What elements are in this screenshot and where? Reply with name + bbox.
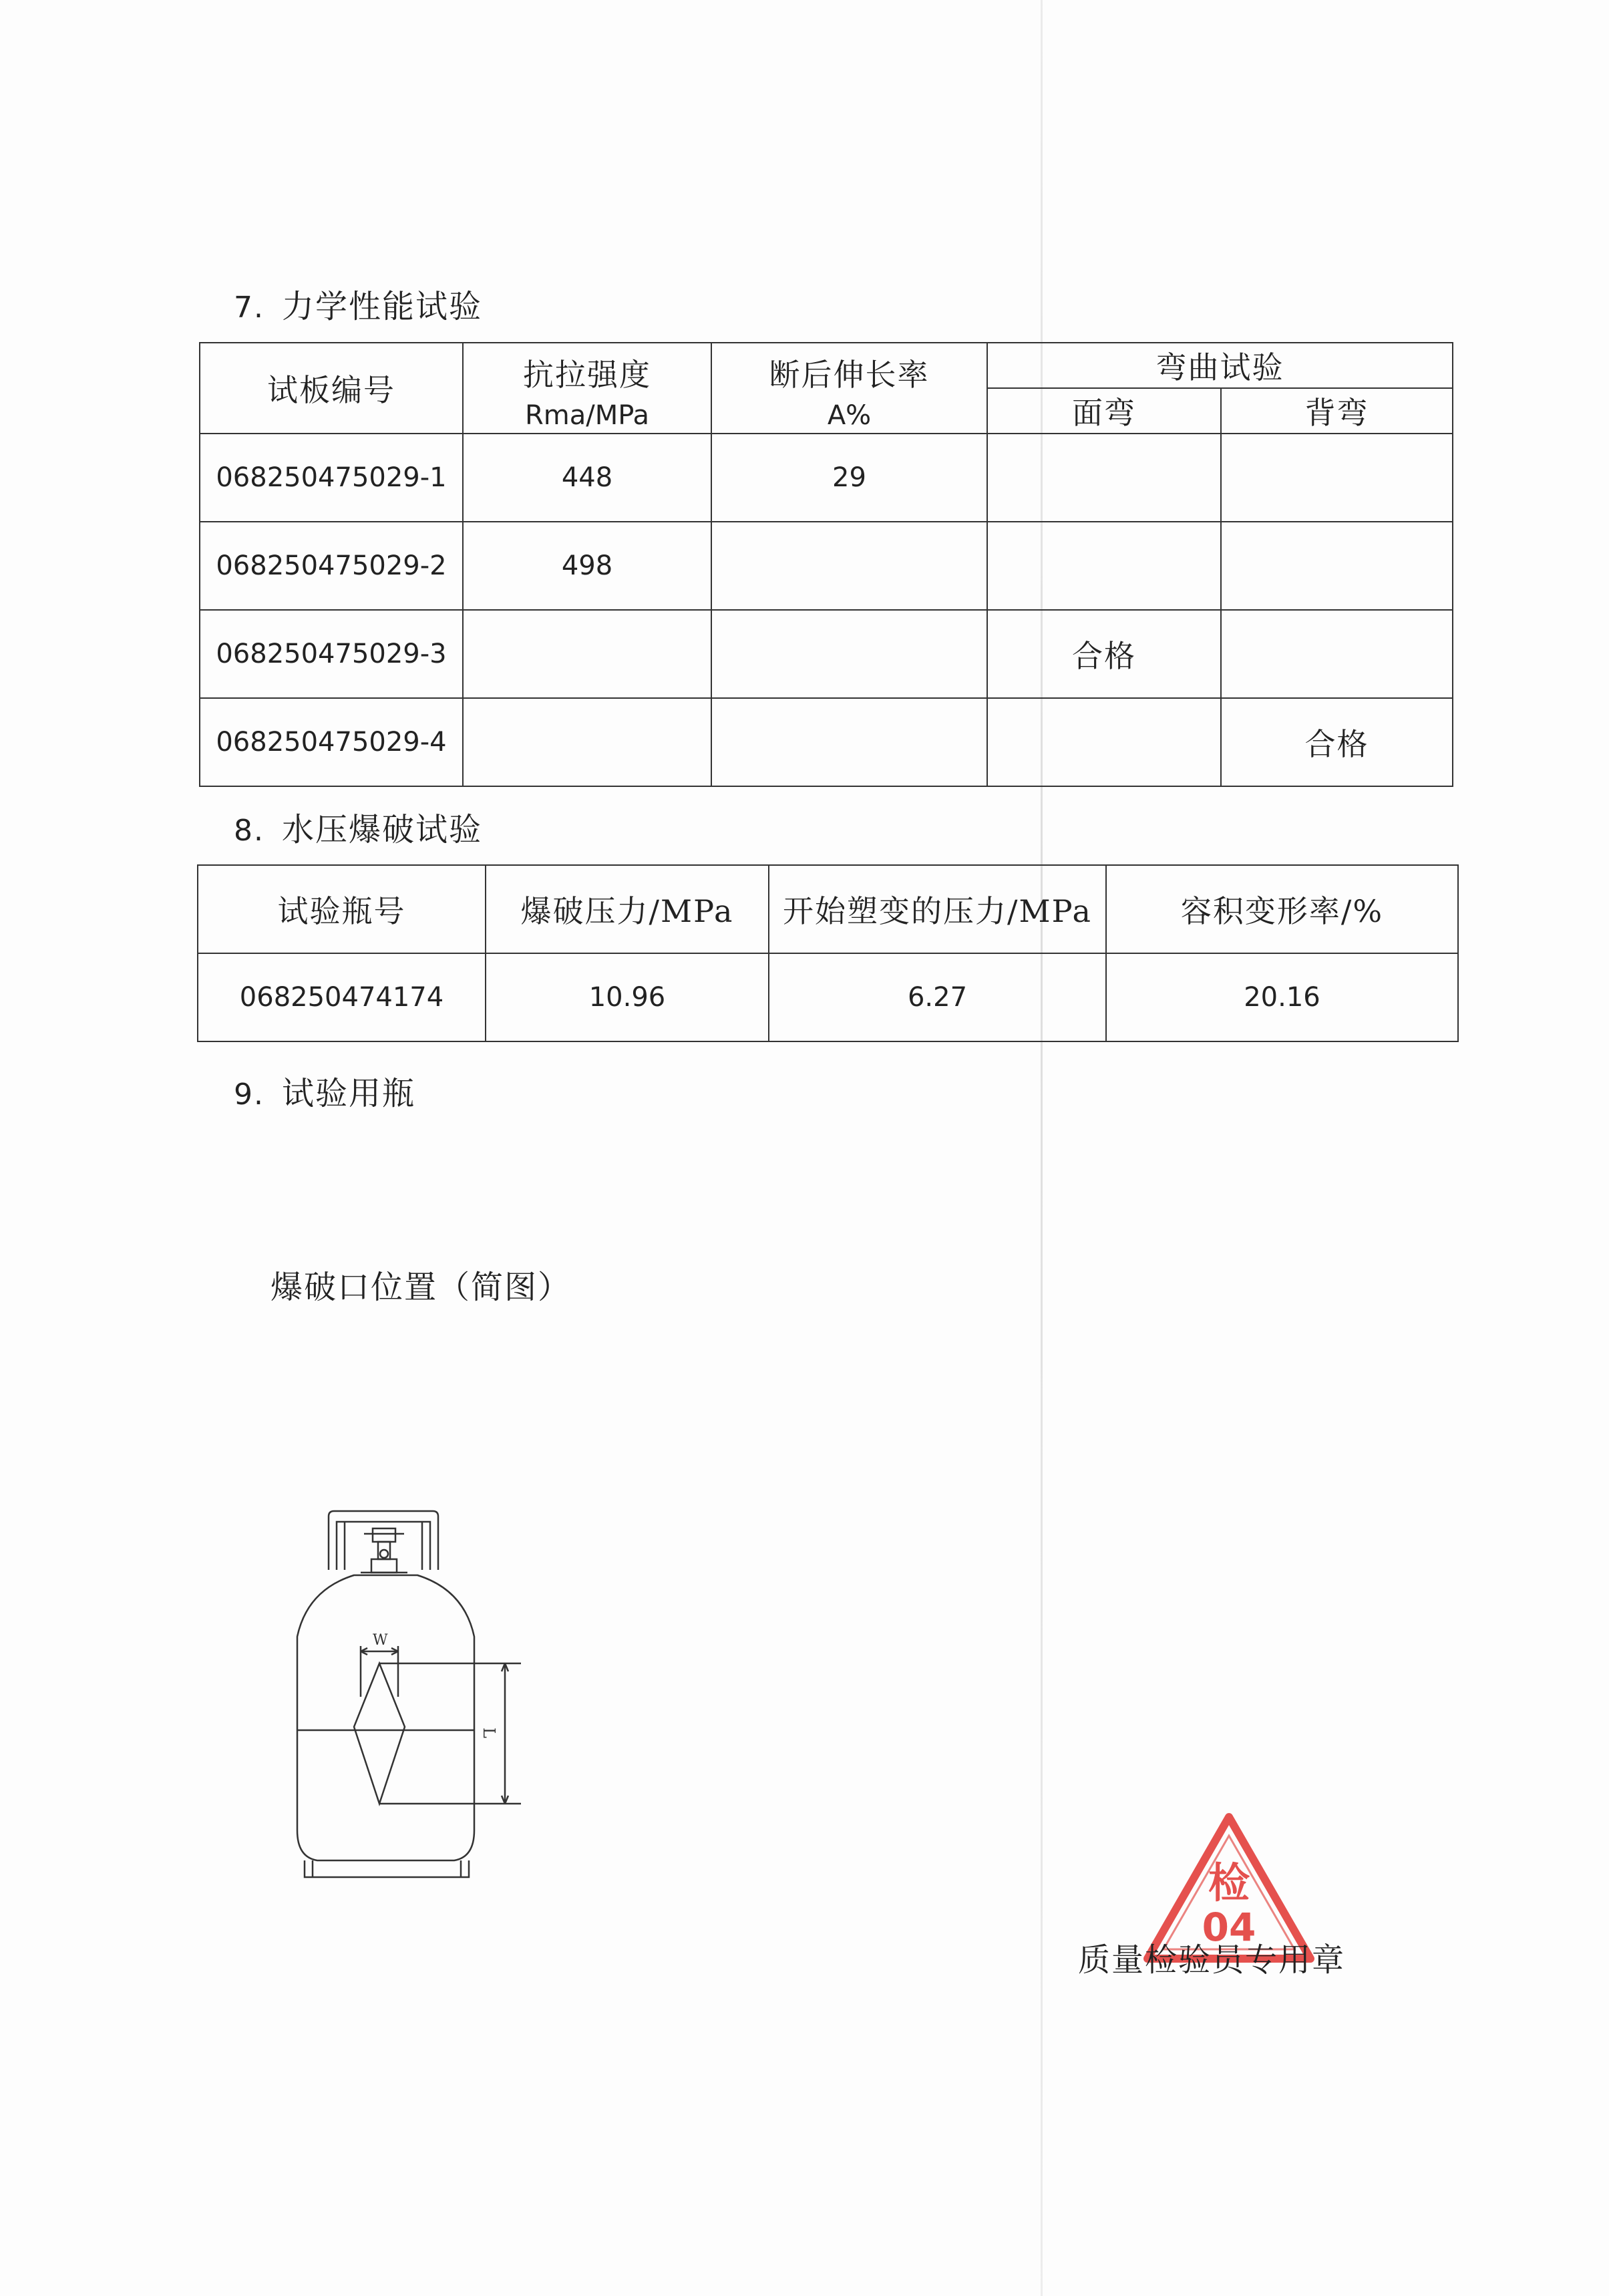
gas-cylinder-diagram	[281, 1496, 548, 1884]
header-tensile: 抗拉强度 Rma/MPa	[463, 343, 711, 434]
header-elongation: 断后伸长率 A%	[711, 343, 987, 434]
header-bend-test: 弯曲试验	[987, 343, 1453, 388]
section-9-heading	[234, 1068, 415, 1114]
section-9-title: 试验用瓶	[281, 1075, 415, 1112]
cell-back-bend	[1221, 610, 1453, 698]
cell-elongation	[711, 522, 987, 610]
stamp-label: 质量检验员专用章	[1078, 1941, 1346, 1979]
dimension-w-label: W	[373, 1632, 388, 1649]
cell-back-bend	[1221, 522, 1453, 610]
cell-back-bend: 合格	[1221, 698, 1453, 786]
cell-plate-no: 068250475029-3	[200, 610, 463, 698]
cell-face-bend	[987, 698, 1221, 786]
header-burst-pressure: 爆破压力/MPa	[486, 865, 769, 953]
header-bottle-no: 试验瓶号	[198, 865, 486, 953]
header-back-bend: 背弯	[1221, 388, 1453, 434]
cell-tensile: 448	[463, 434, 711, 522]
cell-plate-no: 068250475029-2	[200, 522, 463, 610]
stamp-number: 04	[1202, 1905, 1256, 1950]
header-plate-no: 试板编号	[200, 343, 463, 434]
table-row	[200, 698, 1453, 786]
cell-burst-pressure: 10.96	[486, 953, 769, 1041]
section-8-number: 8.	[234, 814, 264, 848]
burst-test-table	[197, 864, 1459, 1042]
cell-tensile	[463, 698, 711, 786]
diagram-caption: 爆破口位置（简图）	[271, 1269, 572, 1306]
header-volume-deform: 容积变形率/%	[1106, 865, 1458, 953]
table-row	[198, 953, 1458, 1041]
table-row	[200, 434, 1453, 522]
cell-face-bend: 合格	[987, 610, 1221, 698]
cell-volume-deform: 20.16	[1106, 953, 1458, 1041]
cell-elongation: 29	[711, 434, 987, 522]
section-9-number: 9.	[234, 1078, 264, 1112]
cell-tensile: 498	[463, 522, 711, 610]
cell-tensile	[463, 610, 711, 698]
header-face-bend: 面弯	[987, 388, 1221, 434]
table-header-row	[198, 865, 1458, 953]
table-row	[200, 610, 1453, 698]
cell-plate-no: 068250475029-4	[200, 698, 463, 786]
section-8-heading	[234, 804, 482, 850]
table-header-row	[200, 343, 1453, 388]
dimension-l-label: L	[480, 1728, 498, 1738]
table-row	[200, 522, 1453, 610]
section-7-heading	[234, 281, 482, 327]
cell-back-bend	[1221, 434, 1453, 522]
cell-face-bend	[987, 434, 1221, 522]
cell-yield-pressure: 6.27	[769, 953, 1106, 1041]
section-8-title: 水压爆破试验	[281, 811, 482, 848]
cell-bottle-no: 068250474174	[198, 953, 486, 1041]
cell-elongation	[711, 610, 987, 698]
section-7-title: 力学性能试验	[281, 288, 482, 325]
section-7-number: 7.	[234, 291, 264, 325]
header-yield-pressure: 开始塑变的压力/MPa	[769, 865, 1106, 953]
stamp-character: 检	[1208, 1858, 1250, 1907]
cell-face-bend	[987, 522, 1221, 610]
cell-elongation	[711, 698, 987, 786]
mechanical-test-table	[199, 342, 1453, 787]
cell-plate-no: 068250475029-1	[200, 434, 463, 522]
